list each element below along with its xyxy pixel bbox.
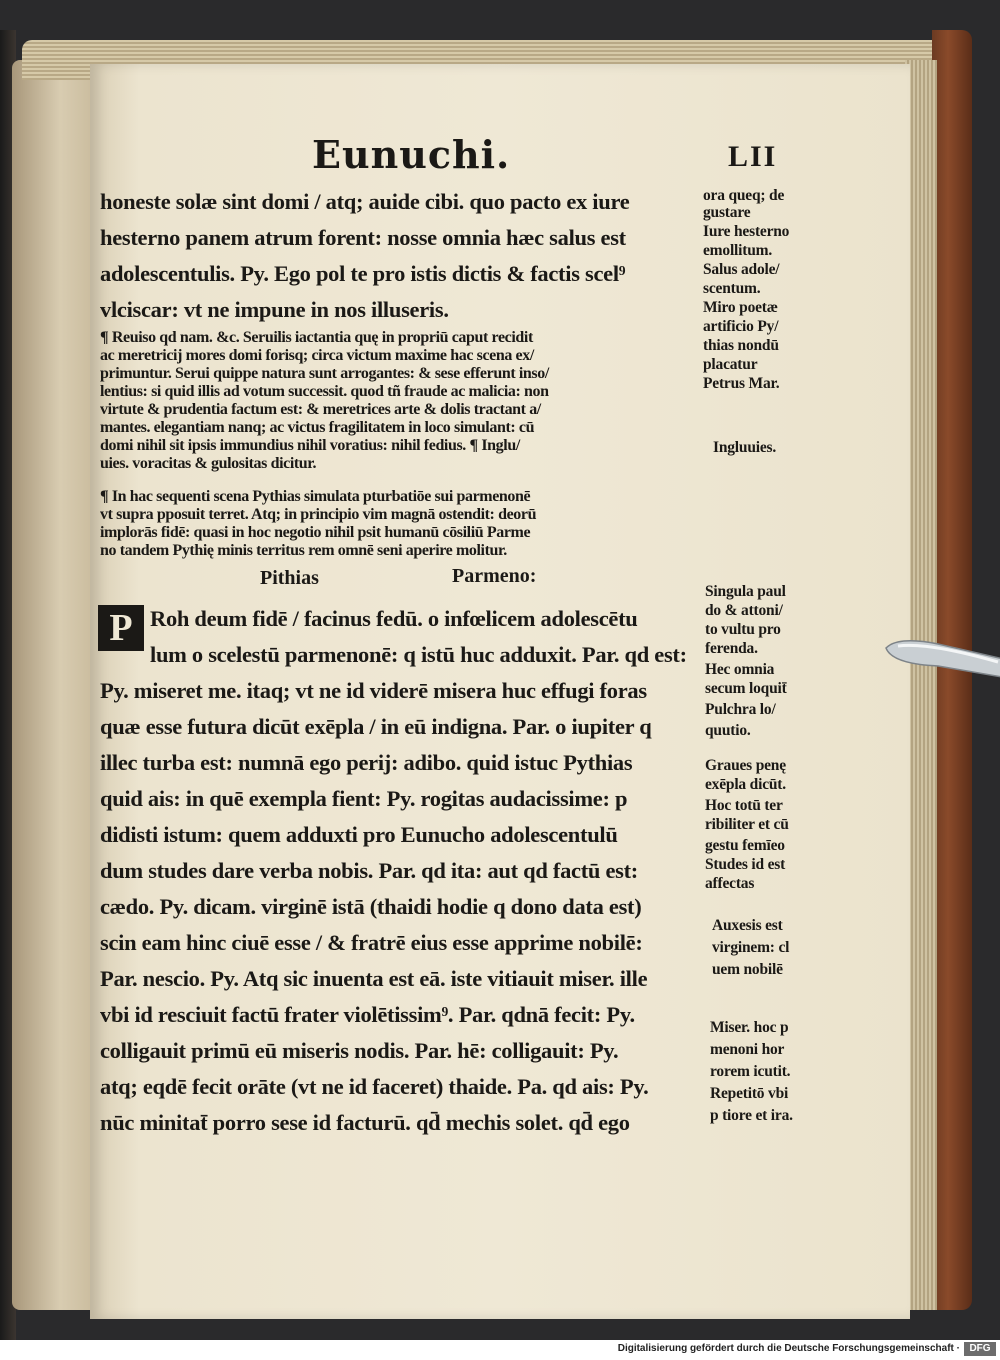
marginal-note: emollitum.: [703, 242, 773, 259]
glass-page-holder: [878, 630, 1000, 680]
marginal-note: Hoc totū ter: [705, 797, 783, 814]
marginal-note: Miser. hoc p: [710, 1019, 789, 1036]
dialogue-line: quæ esse futura dicūt exēpla / in eū indigna. Par. o iupiter q: [100, 714, 652, 739]
commentary-line: lentius: si quid illis ad votum successit. quod tñ fraude ac malicia: non: [100, 383, 549, 400]
dialogue-line: nūc minitat̄ porro sese id facturū. qd̄ mechis solet. qd̄ ego: [100, 1110, 630, 1135]
footer-bar: [0, 1340, 1000, 1360]
marginal-note: artificio Py/: [703, 318, 779, 335]
marginal-note: Miro poetæ: [703, 299, 778, 316]
marginal-note: Auxesis est: [712, 917, 783, 934]
commentary-line: domi nihil sit ipsis immundius nihil voratius: nihil fedius. ¶ Inglu/: [100, 437, 520, 454]
marginal-note: Petrus Mar.: [703, 375, 780, 392]
dialogue-line: cædo. Py. dicam. virginē istā (thaidi hodie q dono data est): [100, 894, 642, 919]
marginal-note: Repetitō vbi: [710, 1085, 789, 1102]
commentary-line: vt supra pposuit terret. Atq; in principio vim magnā ostendit: deorū: [100, 506, 537, 523]
marginal-note: thias nondū: [703, 337, 779, 354]
marginal-note: gestu femīeo: [705, 837, 785, 854]
dialogue-line: vbi id resciuit factū frater violētissim⁹. Par. qdnā fecit: Py.: [100, 1002, 635, 1027]
commentary-line: implorās fidē: quasi in hoc negotio nihil psit humanū cōsiliū Parme: [100, 524, 531, 541]
dialogue-line: dum studes dare verba nobis. Par. qd ita: aut qd factū est:: [100, 858, 638, 883]
dialogue-line: lum o scelestū parmenonē: q istū huc adduxit. Par. qd est:: [150, 642, 687, 667]
speaker-pithias: Pithias: [260, 567, 319, 589]
running-title: Eunuchi.: [312, 132, 511, 177]
marginal-note: secum loquit̄: [705, 680, 787, 697]
marginal-note: Hec omnia: [705, 661, 775, 678]
marginal-note: virginem: cl: [712, 939, 790, 956]
marginal-note: rorem icutit.: [710, 1063, 791, 1080]
marginal-note: scentum.: [703, 280, 761, 297]
marginal-note: Salus adole/: [703, 261, 780, 278]
dialogue-line: colligauit primū eū miseris nodis. Par. hē: colligauit: Py.: [100, 1038, 619, 1063]
dialogue-line: didisti istum: quem adduxti pro Eunucho adolescentulū: [100, 822, 618, 847]
marginal-note: to vultu pro: [705, 621, 781, 638]
marginal-note: Iure hesterno: [703, 223, 790, 240]
dialogue-line: illec turba est: numnā ego perij: adibo. quid istuc Pythias: [100, 750, 633, 775]
marginal-note: Singula paul: [705, 583, 786, 600]
commentary-line: ¶ In hac sequenti scena Pythias simulata pturbatiōe sui parmenonē: [100, 488, 531, 505]
marginal-note: ribiliter et cū: [705, 816, 789, 833]
speaker-parmeno: Parmeno:: [452, 565, 537, 587]
folio-number: LII: [728, 140, 778, 173]
marginal-note: placatur: [703, 356, 758, 373]
commentary-line: primuntur. Serui quippe natura sunt arrogantes: & sese efferunt inso/: [100, 365, 549, 382]
dialogue-line: Roh deum fidē / facinus fedū. o infœlicem adolescētu: [150, 606, 638, 631]
commentary-line: ¶ Reuiso qd nam. &c. Seruilis iactantia quę in propriū caput recidit: [100, 329, 533, 346]
marginal-note: Pulchra lo/: [705, 701, 776, 718]
dfg-logo: DFG: [964, 1342, 996, 1356]
marginal-note: gustare: [703, 204, 751, 221]
commentary-line: mantes. elegantiam nanq; ac victus fragilitatem in loco simulant: cū: [100, 419, 535, 436]
main-text-line: vlciscar: vt ne impune in nos illuseris.: [100, 297, 449, 322]
main-text-line: honeste solæ sint domi / atq; auide cibi. quo pacto ex iure: [100, 189, 630, 214]
dialogue-line: atq; eqdē fecit orāte (vt ne id faceret) thaide. Pa. qd ais: Py.: [100, 1074, 649, 1099]
dialogue-line: scin eam hinc ciuē esse / & fratrē eius esse apprime nobilē:: [100, 930, 643, 955]
left-page-edge: [12, 60, 92, 1310]
drop-cap: P: [98, 605, 144, 651]
marginal-note: uem nobilē: [712, 961, 783, 978]
commentary-line: virtute & prudentia factum est: & meretrices arte & dolis tractant a/: [100, 401, 541, 418]
commentary-line: ac meretricij mores domi forisq; circa victum maxime hac scena ex/: [100, 347, 534, 364]
main-text-line: hesterno panem atrum forent: nosse omnia hæc salus est: [100, 225, 626, 250]
marginal-note: quutio.: [705, 722, 751, 739]
dialogue-line: quid ais: in quē exempla fient: Py. rogitas audacissime: p: [100, 786, 628, 811]
main-text-line: adolescentulis. Py. Ego pol te pro istis dictis & factis scel⁹: [100, 261, 626, 286]
commentary-line: uies. voracitas & gulositas dicitur.: [100, 455, 317, 472]
marginal-note: Graues penę: [705, 757, 786, 774]
dialogue-line: Py. miseret me. itaq; vt ne id viderē misera huc effugi foras: [100, 678, 647, 703]
dialogue-line: Par. nescio. Py. Atq sic inuenta est eā. iste vitiauit miser. ille: [100, 966, 648, 991]
digitization-credit: Digitalisierung gefördert durch die Deutsche Forschungsgemeinschaft ·: [617, 1343, 960, 1354]
marginal-note: Ingluuies.: [713, 439, 777, 456]
marginal-note: exēpla dicūt.: [705, 776, 786, 793]
marginal-note: ferenda.: [705, 640, 758, 657]
marginal-note: ora queq; de: [703, 187, 785, 204]
marginal-note: Studes id est: [705, 856, 786, 873]
marginal-note: do & attoni/: [705, 602, 783, 619]
marginal-note: menoni hor: [710, 1041, 785, 1058]
marginal-note: p tiore et ira.: [710, 1107, 793, 1124]
commentary-line: no tandem Pythię minis territus rem omnē seni aperire molitur.: [100, 542, 507, 559]
marginal-note: affectas: [705, 875, 755, 892]
